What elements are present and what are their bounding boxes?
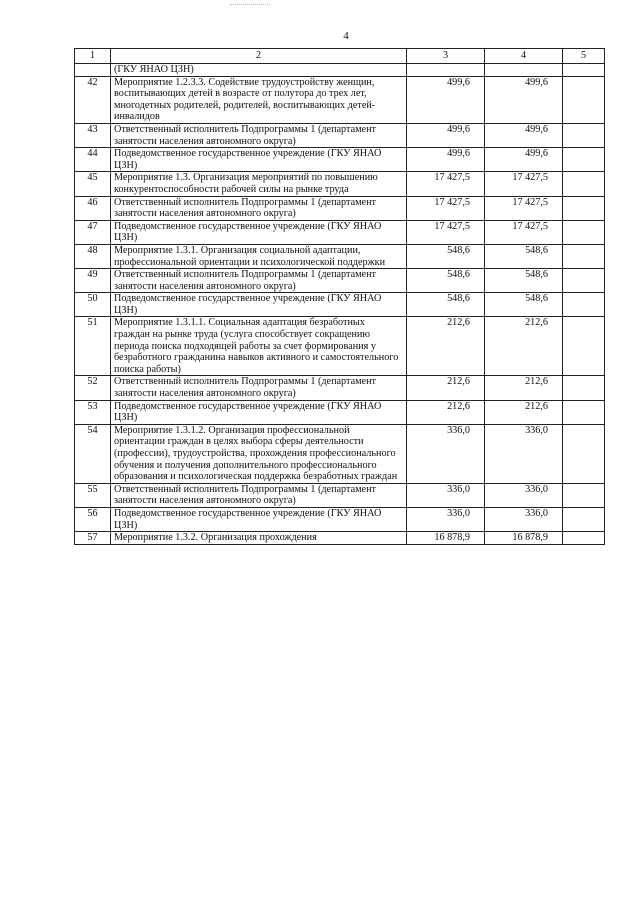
row-value-col4-cell: 548,6: [485, 244, 563, 268]
row-description-cell: Мероприятие 1.3. Организация мероприятий по повышению конкурентоспособности рабочей силы на рынке труда: [111, 172, 407, 196]
row-description-cell: Мероприятие 1.3.1.2. Организация профессиональной ориентации граждан в целях выбора сферы деятельности (профессии), трудоустройства, прохождения профессионального обучения и получения дополнительного профессионального образования и психологическая поддержка безработных граждан: [111, 424, 407, 483]
row-value-col4-cell: 17 427,5: [485, 196, 563, 220]
row-value-col3-cell: 499,6: [407, 123, 485, 147]
header-col-5: 5: [563, 49, 605, 64]
row-value-col5-cell: [563, 64, 605, 77]
row-description-cell: Ответственный исполнитель Подпрограммы 1 (департамент занятости населения автономного округа): [111, 269, 407, 293]
row-value-col5-cell: [563, 244, 605, 268]
row-value-col4-cell: 336,0: [485, 483, 563, 507]
row-value-col3-cell: 499,6: [407, 148, 485, 172]
row-value-col3-cell: 548,6: [407, 244, 485, 268]
row-number-cell: 51: [75, 317, 111, 376]
row-value-col4-cell: 336,0: [485, 424, 563, 483]
table-row: [75, 64, 605, 77]
table-row: [75, 532, 605, 545]
row-value-col4-cell: 548,6: [485, 269, 563, 293]
table-row: [75, 269, 605, 293]
row-number-cell: 50: [75, 293, 111, 317]
row-value-col3-cell: [407, 64, 485, 77]
row-value-col5-cell: [563, 293, 605, 317]
table-row: [75, 148, 605, 172]
row-value-col5-cell: [563, 269, 605, 293]
row-value-col3-cell: 212,6: [407, 376, 485, 400]
row-value-col5-cell: [563, 424, 605, 483]
row-description-cell: Ответственный исполнитель Подпрограммы 1 (департамент занятости населения автономного округа): [111, 196, 407, 220]
table-body: [75, 64, 605, 545]
row-value-col3-cell: 499,6: [407, 76, 485, 123]
table-row: [75, 123, 605, 147]
table-row: [75, 507, 605, 531]
row-value-col3-cell: 16 878,9: [407, 532, 485, 545]
row-number-cell: 46: [75, 196, 111, 220]
row-value-col5-cell: [563, 148, 605, 172]
row-value-col3-cell: 17 427,5: [407, 196, 485, 220]
row-value-col5-cell: [563, 317, 605, 376]
page-number: 4: [343, 30, 349, 42]
row-number-cell: 48: [75, 244, 111, 268]
row-value-col5-cell: [563, 400, 605, 424]
table-row: [75, 293, 605, 317]
row-number-cell: 57: [75, 532, 111, 545]
row-value-col4-cell: 212,6: [485, 400, 563, 424]
row-value-col4-cell: 17 427,5: [485, 220, 563, 244]
row-number-cell: 43: [75, 123, 111, 147]
row-value-col3-cell: 336,0: [407, 507, 485, 531]
row-number-cell: 56: [75, 507, 111, 531]
row-description-cell: Мероприятие 1.3.2. Организация прохождения: [111, 532, 407, 545]
row-description-cell: Ответственный исполнитель Подпрограммы 1 (департамент занятости населения автономного округа): [111, 123, 407, 147]
row-number-cell: 54: [75, 424, 111, 483]
row-value-col3-cell: 17 427,5: [407, 172, 485, 196]
row-number-cell: 53: [75, 400, 111, 424]
row-value-col4-cell: 499,6: [485, 148, 563, 172]
table-row: [75, 376, 605, 400]
header-col-4: 4: [485, 49, 563, 64]
row-value-col4-cell: 499,6: [485, 76, 563, 123]
row-description-cell: Подведомственное государственное учреждение (ГКУ ЯНАО ЦЗН): [111, 400, 407, 424]
row-value-col5-cell: [563, 532, 605, 545]
row-value-col3-cell: 336,0: [407, 424, 485, 483]
header-col-1: 1: [75, 49, 111, 64]
row-value-col4-cell: 212,6: [485, 317, 563, 376]
row-value-col4-cell: 17 427,5: [485, 172, 563, 196]
table-row: [75, 244, 605, 268]
row-value-col5-cell: [563, 376, 605, 400]
row-number-cell: 42: [75, 76, 111, 123]
row-number-cell: [75, 64, 111, 77]
row-description-cell: Ответственный исполнитель Подпрограммы 1 (департамент занятости населения автономного округа): [111, 483, 407, 507]
row-number-cell: 44: [75, 148, 111, 172]
header-col-3: 3: [407, 49, 485, 64]
row-description-cell: Подведомственное государственное учреждение (ГКУ ЯНАО ЦЗН): [111, 148, 407, 172]
row-value-col3-cell: 212,6: [407, 400, 485, 424]
row-description-cell: (ГКУ ЯНАО ЦЗН): [111, 64, 407, 77]
row-value-col5-cell: [563, 123, 605, 147]
row-value-col4-cell: 548,6: [485, 293, 563, 317]
row-value-col3-cell: 17 427,5: [407, 220, 485, 244]
row-value-col5-cell: [563, 507, 605, 531]
row-description-cell: Ответственный исполнитель Подпрограммы 1 (департамент занятости населения автономного округа): [111, 376, 407, 400]
row-description-cell: Мероприятие 1.3.1.1. Социальная адаптация безработных граждан на рынке труда (услуга способствует сокращению периода поиска подходящей работы за счет формирования у безработного гражданина навыков активного и самостоятельного поиска работы): [111, 317, 407, 376]
row-description-cell: Подведомственное государственное учреждение (ГКУ ЯНАО ЦЗН): [111, 507, 407, 531]
row-value-col5-cell: [563, 483, 605, 507]
row-description-cell: Подведомственное государственное учреждение (ГКУ ЯНАО ЦЗН): [111, 220, 407, 244]
table-row: [75, 76, 605, 123]
row-number-cell: 52: [75, 376, 111, 400]
budget-table: [74, 48, 605, 545]
row-description-cell: Подведомственное государственное учреждение (ГКУ ЯНАО ЦЗН): [111, 293, 407, 317]
table-row: [75, 400, 605, 424]
table-row: [75, 196, 605, 220]
row-value-col5-cell: [563, 220, 605, 244]
row-value-col3-cell: 548,6: [407, 293, 485, 317]
table-row: [75, 172, 605, 196]
scan-artifact: [230, 4, 270, 7]
row-value-col3-cell: 336,0: [407, 483, 485, 507]
row-number-cell: 47: [75, 220, 111, 244]
table-row: [75, 424, 605, 483]
row-value-col4-cell: 499,6: [485, 123, 563, 147]
header-col-2: 2: [111, 49, 407, 64]
row-value-col3-cell: 212,6: [407, 317, 485, 376]
row-description-cell: Мероприятие 1.2.3.3. Содействие трудоустройству женщин, воспитывающих детей в возрасте от полутора до трех лет, многодетных родителей, родителей, воспитывающих детей-инвалидов: [111, 76, 407, 123]
row-number-cell: 55: [75, 483, 111, 507]
table-header-row: [75, 49, 605, 64]
row-value-col4-cell: 16 878,9: [485, 532, 563, 545]
row-value-col5-cell: [563, 172, 605, 196]
row-value-col3-cell: 548,6: [407, 269, 485, 293]
row-value-col4-cell: 212,6: [485, 376, 563, 400]
table-row: [75, 483, 605, 507]
row-number-cell: 49: [75, 269, 111, 293]
row-value-col5-cell: [563, 76, 605, 123]
row-value-col5-cell: [563, 196, 605, 220]
row-value-col4-cell: [485, 64, 563, 77]
row-number-cell: 45: [75, 172, 111, 196]
table-row: [75, 317, 605, 376]
row-value-col4-cell: 336,0: [485, 507, 563, 531]
table-row: [75, 220, 605, 244]
row-description-cell: Мероприятие 1.3.1. Организация социальной адаптации, профессиональной ориентации и психологической поддержки: [111, 244, 407, 268]
